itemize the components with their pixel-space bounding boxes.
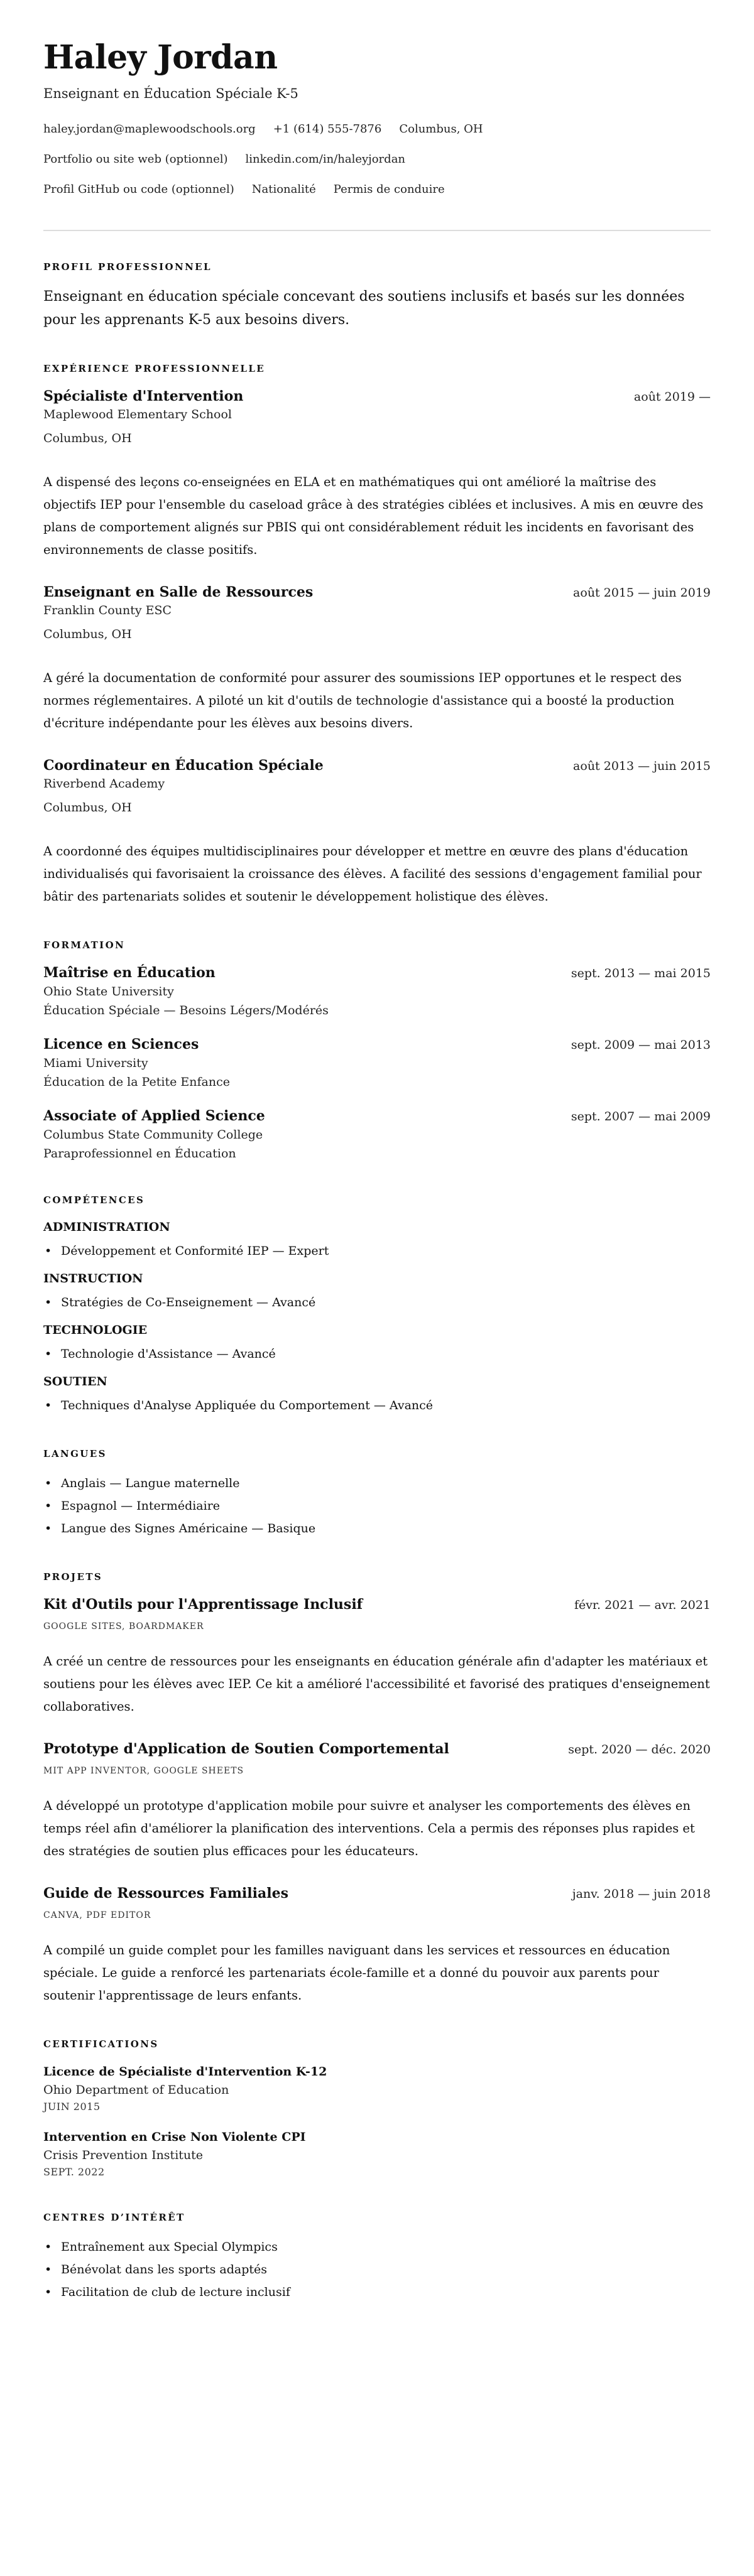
portfolio-link[interactable]: Portfolio ou site web (optionnel) bbox=[43, 153, 228, 166]
skills-section bbox=[43, 1194, 711, 1417]
certification-date: SEPT. 2022 bbox=[43, 2166, 105, 2178]
header-divider bbox=[43, 230, 711, 231]
github-link[interactable]: Profil GitHub ou code (optionnel) bbox=[43, 183, 234, 196]
driving-license: Permis de conduire bbox=[333, 183, 445, 196]
project-entry bbox=[43, 1740, 711, 1863]
certification-entry bbox=[43, 2062, 711, 2115]
experience-section bbox=[43, 363, 711, 908]
job-title: Spécialiste d'Intervention bbox=[43, 388, 244, 404]
job-description: A dispensé des leçons co-enseignées en ELA et en mathématiques qui ont amélioré la maîtrise des objectifs IEP pour l'ensemble du caseload grâce à des stratégies ciblées et inclusives. A mis en œuvre des plans de comportement alignés sur PBIS qui ont considérablement réduit les incidents en favorisant des environnements de classe positifs. bbox=[43, 475, 704, 557]
project-dates: févr. 2021 — avr. 2021 bbox=[574, 1598, 711, 1612]
skill-category: INSTRUCTION bbox=[43, 1272, 143, 1285]
certification-issuer: Ohio Department of Education bbox=[43, 2083, 229, 2097]
skill-items bbox=[43, 1394, 711, 1417]
education-dates: sept. 2013 — mai 2015 bbox=[571, 966, 711, 980]
project-entry bbox=[43, 1884, 711, 2007]
certifications-list bbox=[43, 2062, 711, 2180]
language-item: • Langue des Signes Américaine — Basique bbox=[43, 1517, 711, 1540]
experience-entry bbox=[43, 583, 711, 735]
project-description: A développé un prototype d'application mobile pour suivre et analyser les comportements des élèves en temps réel afin d'améliorer la planification des interventions. Cela a permis des réponses plus rapides et des stratégies de soutien plus efficaces pour les éducateurs. bbox=[43, 1799, 695, 1858]
email-link[interactable]: haley.jordan@maplewoodschools.org bbox=[43, 122, 256, 136]
contact-row bbox=[43, 182, 711, 197]
education-list bbox=[43, 963, 711, 1163]
employer: Maplewood Elementary School bbox=[43, 408, 232, 421]
field-of-study: Éducation Spéciale — Besoins Légers/Modérés bbox=[43, 1004, 329, 1017]
project-tech-stack: GOOGLE SITES, BOARDMAKER bbox=[43, 1621, 204, 1632]
interest-item: • Facilitation de club de lecture inclusif bbox=[43, 2281, 711, 2303]
skill-items bbox=[43, 1291, 711, 1314]
project-description: A compilé un guide complet pour les familles naviguant dans les services et ressources en éducation spéciale. Le guide a renforcé les partenariats école-famille et a donné du pouvoir aux parents pour soutenir l'apprentissage de leurs enfants. bbox=[43, 1943, 670, 2003]
project-tech-stack: CANVA, PDF EDITOR bbox=[43, 1910, 151, 1920]
entry-header bbox=[43, 583, 711, 602]
job-title: Enseignant en Salle de Ressources bbox=[43, 584, 314, 600]
summary-text: Enseignant en éducation spéciale concevant des soutiens inclusifs et basés sur les données pour les apprenants K-5 aux besoins divers. bbox=[43, 289, 685, 328]
school: Miami University bbox=[43, 1056, 148, 1070]
job-location: Columbus, OH bbox=[43, 801, 132, 814]
field-of-study: Éducation de la Petite Enfance bbox=[43, 1075, 230, 1089]
certification-title: Licence de Spécialiste d'Intervention K-12 bbox=[43, 2065, 327, 2079]
skill-category: ADMINISTRATION bbox=[43, 1220, 170, 1234]
entry-header bbox=[43, 1884, 711, 1903]
skill-category: SOUTIEN bbox=[43, 1375, 107, 1388]
skill-item: • Développement et Conformité IEP — Expert bbox=[43, 1240, 711, 1262]
language-item: • Anglais — Langue maternelle bbox=[43, 1472, 711, 1495]
degree: Maîtrise en Éducation bbox=[43, 965, 216, 981]
skill-item: • Technologie d'Assistance — Avancé bbox=[43, 1343, 711, 1365]
section-heading: LANGUES bbox=[43, 1448, 107, 1459]
field-of-study: Paraprofessionnel en Éducation bbox=[43, 1147, 236, 1161]
projects-list bbox=[43, 1595, 711, 2007]
employer: Franklin County ESC bbox=[43, 603, 172, 617]
skill-items bbox=[43, 1343, 711, 1365]
education-entry bbox=[43, 1035, 711, 1091]
language-item: • Espagnol — Intermédiaire bbox=[43, 1495, 711, 1517]
entry-header bbox=[43, 387, 711, 406]
project-title: Kit d'Outils pour l'Apprentissage Inclusif bbox=[43, 1596, 363, 1613]
education-section bbox=[43, 939, 711, 1163]
education-entry bbox=[43, 963, 711, 1020]
job-description: A coordonné des équipes multidisciplinaires pour développer et mettre en œuvre des plans d'éducation individualisés qui favorisaient la croissance des élèves. A facilité des sessions d'engagement familial pour bâtir des partenariats solides et soutenir le développement holistique des élèves. bbox=[43, 844, 702, 904]
contact-row bbox=[43, 122, 711, 137]
project-dates: sept. 2020 — déc. 2020 bbox=[568, 1743, 711, 1756]
projects-section bbox=[43, 1571, 711, 2007]
skill-items bbox=[43, 1240, 711, 1262]
certification-entry bbox=[43, 2128, 711, 2180]
candidate-title: Enseignant en Éducation Spéciale K-5 bbox=[43, 86, 298, 101]
school: Ohio State University bbox=[43, 985, 174, 998]
languages-list bbox=[43, 1472, 711, 1540]
section-heading: PROFIL PROFESSIONNEL bbox=[43, 261, 212, 273]
education-dates: sept. 2007 — mai 2009 bbox=[571, 1110, 711, 1123]
linkedin-link[interactable]: linkedin.com/in/haleyjordan bbox=[245, 153, 406, 166]
certification-issuer: Crisis Prevention Institute bbox=[43, 2148, 204, 2162]
summary-section bbox=[43, 261, 711, 332]
interests-section bbox=[43, 2212, 711, 2303]
contact-row bbox=[43, 152, 711, 167]
entry-header bbox=[43, 1107, 711, 1125]
project-entry bbox=[43, 1595, 711, 1718]
languages-section bbox=[43, 1448, 711, 1540]
skill-category: TECHNOLOGIE bbox=[43, 1323, 148, 1337]
project-title: Guide de Ressources Familiales bbox=[43, 1885, 288, 1902]
degree: Licence en Sciences bbox=[43, 1036, 199, 1053]
section-heading: CENTRES D’INTÉRÊT bbox=[43, 2212, 185, 2223]
nationality: Nationalité bbox=[251, 183, 316, 196]
job-dates: août 2019 — bbox=[633, 390, 711, 404]
interests-list bbox=[43, 2236, 711, 2303]
job-title: Coordinateur en Éducation Spéciale bbox=[43, 757, 324, 774]
experience-entry bbox=[43, 756, 711, 908]
entry-header bbox=[43, 963, 711, 982]
job-dates: août 2015 — juin 2019 bbox=[573, 586, 711, 600]
project-description: A créé un centre de ressources pour les enseignants en éducation générale afin d'adapter les matériaux et soutiens pour les élèves avec IEP. Ce kit a amélioré l'accessibilité et favorisé des pratiques d'enseignement collaboratives. bbox=[43, 1654, 710, 1714]
section-heading: PROJETS bbox=[43, 1571, 103, 1583]
skills-list bbox=[43, 1218, 711, 1417]
entry-header bbox=[43, 1595, 711, 1614]
experience-entry bbox=[43, 387, 711, 561]
project-title: Prototype d'Application de Soutien Comportemental bbox=[43, 1741, 449, 1757]
job-location: Columbus, OH bbox=[43, 431, 132, 445]
project-dates: janv. 2018 — juin 2018 bbox=[572, 1887, 711, 1901]
section-heading: FORMATION bbox=[43, 939, 126, 951]
resume-header bbox=[43, 39, 711, 197]
phone: +1 (614) 555-7876 bbox=[273, 122, 382, 136]
school: Columbus State Community College bbox=[43, 1128, 263, 1142]
certification-date: JUIN 2015 bbox=[43, 2101, 101, 2113]
entry-header bbox=[43, 1740, 711, 1758]
section-heading: COMPÉTENCES bbox=[43, 1194, 145, 1206]
certification-title: Intervention en Crise Non Violente CPI bbox=[43, 2130, 306, 2144]
job-description: A géré la documentation de conformité pour assurer des soumissions IEP opportunes et le respect des normes réglementaires. A piloté un kit d'outils de technologie d'assistance qui a boosté la production d'écriture indépendante pour les élèves aux besoins divers. bbox=[43, 671, 682, 730]
experience-list bbox=[43, 387, 711, 908]
section-heading: CERTIFICATIONS bbox=[43, 2038, 159, 2050]
skill-item: • Stratégies de Co-Enseignement — Avancé bbox=[43, 1291, 711, 1314]
job-dates: août 2013 — juin 2015 bbox=[573, 759, 711, 773]
employer: Riverbend Academy bbox=[43, 777, 165, 791]
project-tech-stack: MIT APP INVENTOR, GOOGLE SHEETS bbox=[43, 1766, 244, 1776]
degree: Associate of Applied Science bbox=[43, 1108, 265, 1124]
certifications-section bbox=[43, 2038, 711, 2180]
skill-item: • Techniques d'Analyse Appliquée du Comportement — Avancé bbox=[43, 1394, 711, 1417]
interest-item: • Bénévolat dans les sports adaptés bbox=[43, 2258, 711, 2281]
candidate-name: Haley Jordan bbox=[43, 38, 278, 77]
section-heading: EXPÉRIENCE PROFESSIONNELLE bbox=[43, 363, 266, 374]
job-location: Columbus, OH bbox=[43, 627, 132, 641]
interest-item: • Entraînement aux Special Olympics bbox=[43, 2236, 711, 2258]
education-entry bbox=[43, 1107, 711, 1163]
education-dates: sept. 2009 — mai 2013 bbox=[571, 1038, 711, 1052]
location: Columbus, OH bbox=[399, 122, 483, 136]
entry-header bbox=[43, 1035, 711, 1054]
entry-header bbox=[43, 756, 711, 775]
